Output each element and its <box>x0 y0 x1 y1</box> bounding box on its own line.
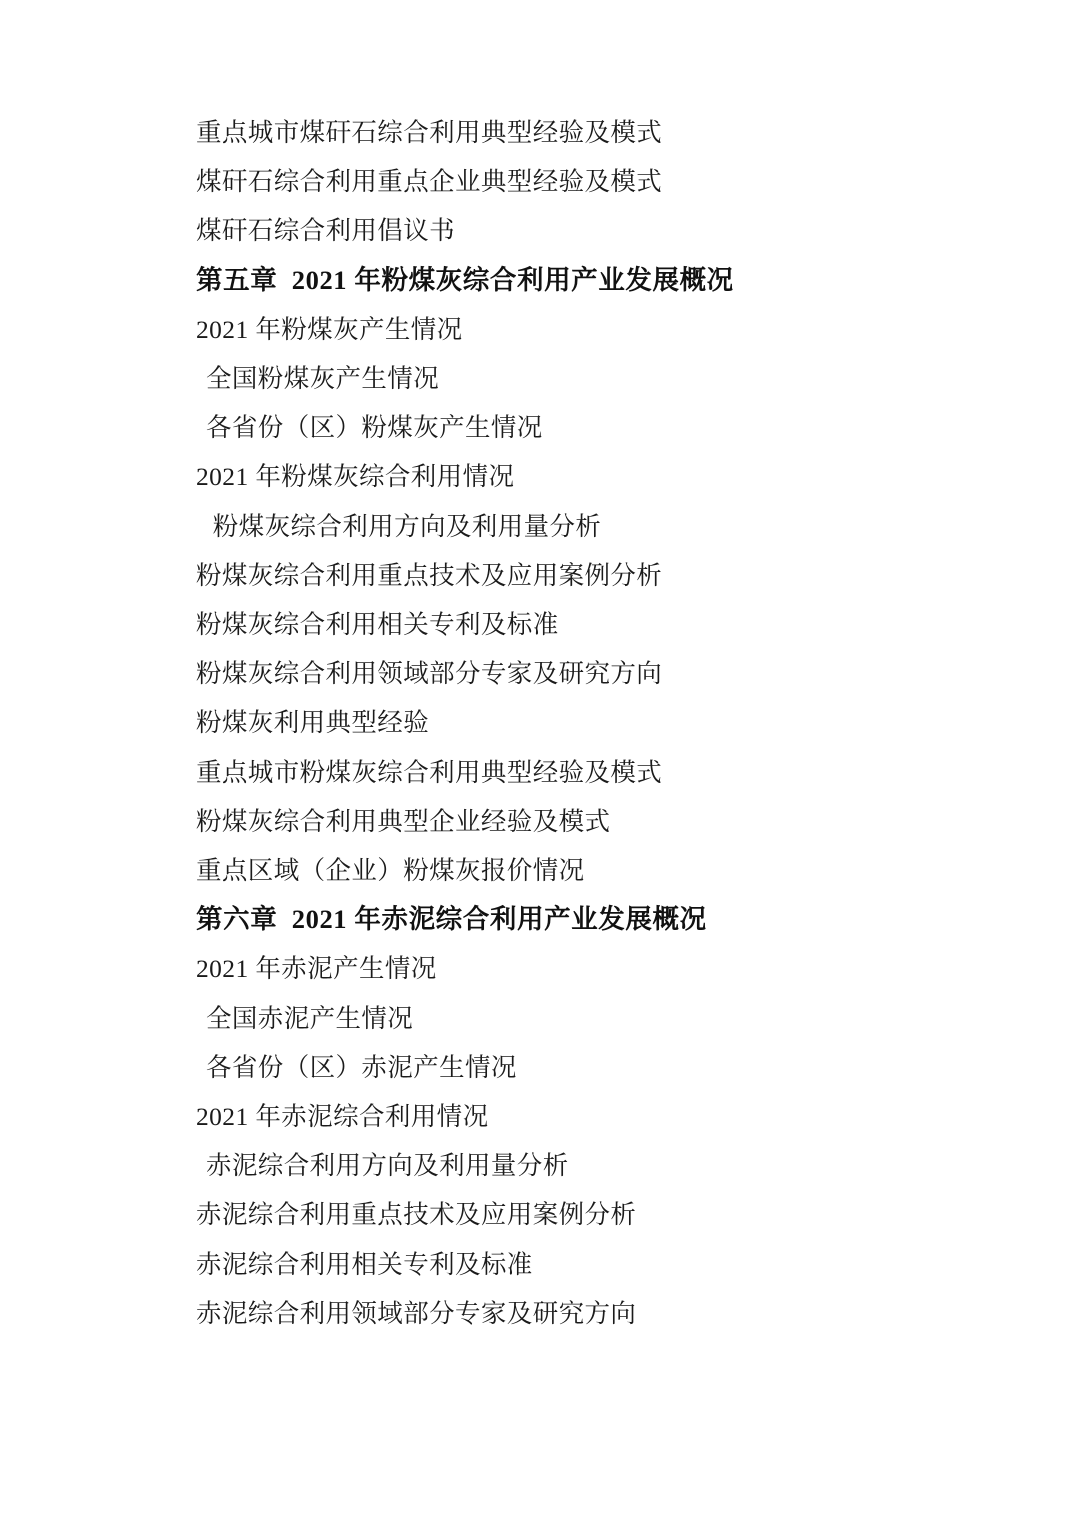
toc-entry: 赤泥综合利用领域部分专家及研究方向 <box>196 1298 637 1328</box>
toc-entry: 粉煤灰综合利用典型企业经验及模式 <box>196 806 611 836</box>
toc-entry: 各省份（区）赤泥产生情况 <box>206 1052 517 1082</box>
toc-entry: 煤矸石综合利用倡议书 <box>196 216 456 246</box>
toc-entry: 粉煤灰综合利用相关专利及标准 <box>196 610 559 640</box>
toc-entry: 粉煤灰利用典型经验 <box>196 708 430 738</box>
toc-entry: 2021 年粉煤灰综合利用情况 <box>196 462 515 492</box>
toc-entry: 各省份（区）粉煤灰产生情况 <box>206 413 543 443</box>
toc-entry: 粉煤灰综合利用重点技术及应用案例分析 <box>196 560 663 590</box>
toc-entry: 赤泥综合利用重点技术及应用案例分析 <box>196 1200 637 1230</box>
toc-entry: 全国粉煤灰产生情况 <box>206 364 440 394</box>
toc-entry: 重点区域（企业）粉煤灰报价情况 <box>196 856 585 886</box>
table-of-contents <box>196 108 960 1338</box>
toc-entry: 2021 年粉煤灰产生情况 <box>196 314 463 344</box>
toc-entry: 2021 年赤泥综合利用情况 <box>196 1102 489 1132</box>
toc-entry: 重点城市粉煤灰综合利用典型经验及模式 <box>196 757 663 787</box>
toc-entry: 赤泥综合利用相关专利及标准 <box>196 1249 533 1279</box>
toc-entry: 粉煤灰综合利用方向及利用量分析 <box>206 511 602 541</box>
toc-entry: 2021 年赤泥产生情况 <box>196 954 437 984</box>
toc-chapter-heading: 第五章 2021 年粉煤灰综合利用产业发展概况 <box>196 264 734 295</box>
toc-chapter-heading: 第六章 2021 年赤泥综合利用产业发展概况 <box>196 904 707 935</box>
toc-entry: 粉煤灰综合利用领域部分专家及研究方向 <box>196 659 663 689</box>
toc-entry: 重点城市煤矸石综合利用典型经验及模式 <box>196 118 663 147</box>
toc-entry: 全国赤泥产生情况 <box>206 1003 414 1033</box>
toc-entry: 煤矸石综合利用重点企业典型经验及模式 <box>196 167 663 197</box>
toc-entry: 赤泥综合利用方向及利用量分析 <box>206 1151 569 1181</box>
